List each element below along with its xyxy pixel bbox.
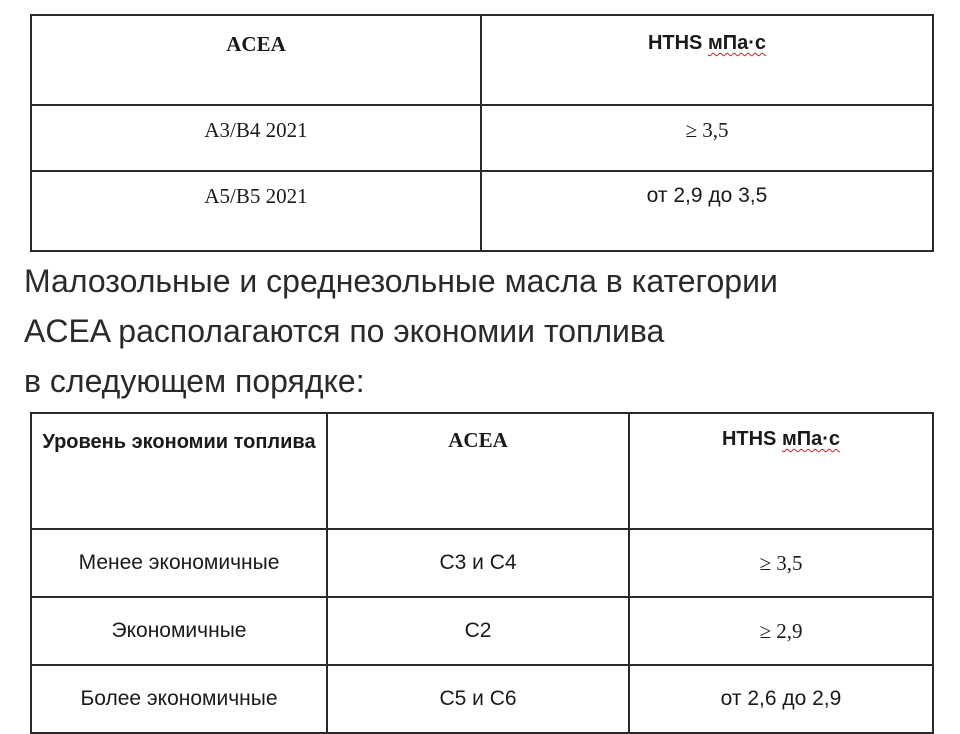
acea-hths-table [30, 14, 934, 252]
cell-hths: от 2,9 до 3,5 [481, 171, 933, 251]
header-hths [629, 413, 933, 529]
description-paragraph [24, 256, 934, 406]
header-acea: ACEA [31, 15, 481, 105]
paragraph-line: Малозольные и среднезольные масла в категории [24, 263, 778, 299]
paragraph-line: в следующем порядке: [24, 363, 365, 399]
cell-hths: ≥ 2,9 [629, 597, 933, 665]
header-hths-unit: мПа·с [781, 428, 841, 450]
table-row [31, 171, 933, 251]
table-row [31, 105, 933, 171]
header-hths-unit: мПа·с [707, 32, 767, 54]
table-header-row [31, 413, 933, 529]
header-hths [481, 15, 933, 105]
cell-acea: A3/B4 2021 [31, 105, 481, 171]
cell-economy-level: Более экономичные [31, 665, 327, 733]
cell-acea: C2 [327, 597, 629, 665]
header-hths-prefix: HTHS [647, 32, 708, 54]
cell-hths: ≥ 3,5 [629, 529, 933, 597]
fuel-economy-table [30, 412, 934, 734]
cell-economy-level: Менее экономичные [31, 529, 327, 597]
cell-hths: ≥ 3,5 [481, 105, 933, 171]
table-row [31, 665, 933, 733]
table-row [31, 597, 933, 665]
cell-acea: A5/B5 2021 [31, 171, 481, 251]
header-acea: ACEA [327, 413, 629, 529]
cell-hths: от 2,6 до 2,9 [629, 665, 933, 733]
paragraph-line: ACEA располагаются по экономии топлива [24, 313, 665, 349]
table-header-row [31, 15, 933, 105]
cell-economy-level: Экономичные [31, 597, 327, 665]
cell-acea: C3 и C4 [327, 529, 629, 597]
header-economy-level: Уровень экономии топлива [31, 413, 327, 529]
cell-acea: C5 и C6 [327, 665, 629, 733]
header-hths-prefix: HTHS [721, 428, 782, 450]
table-row [31, 529, 933, 597]
